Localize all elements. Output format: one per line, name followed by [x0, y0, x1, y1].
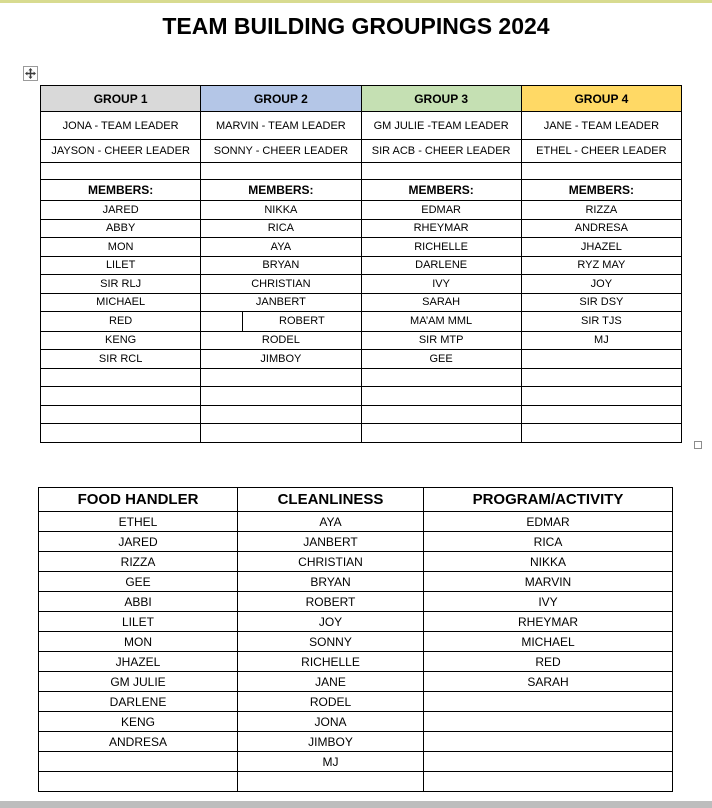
- table-row: [41, 424, 682, 443]
- table-row: [41, 331, 682, 350]
- table-row: [39, 732, 673, 752]
- empty-cell[interactable]: [361, 387, 521, 406]
- assignment-cell[interactable]: JOY: [238, 612, 424, 632]
- members-label-cell[interactable]: MEMBERS:: [521, 180, 681, 201]
- assignment-cell[interactable]: JARED: [39, 532, 238, 552]
- assignment-cell[interactable]: JONA: [238, 712, 424, 732]
- member-cell[interactable]: ROBERT: [279, 315, 325, 328]
- empty-cell[interactable]: [424, 752, 673, 772]
- member-cell[interactable]: JHAZEL: [521, 238, 681, 257]
- empty-cell[interactable]: [521, 350, 681, 369]
- member-cell[interactable]: AYA: [201, 238, 361, 257]
- member-cell[interactable]: GEE: [361, 350, 521, 369]
- assignment-cell[interactable]: RODEL: [238, 692, 424, 712]
- member-cell[interactable]: IVY: [361, 275, 521, 294]
- table-move-handle[interactable]: [23, 66, 38, 81]
- empty-cell[interactable]: [41, 163, 201, 180]
- member-cell[interactable]: RICHELLE: [361, 238, 521, 257]
- assignment-cell[interactable]: CHRISTIAN: [238, 552, 424, 572]
- table-row: [41, 405, 682, 424]
- assignments-table: [38, 487, 673, 792]
- member-cell[interactable]: CHRISTIAN: [201, 275, 361, 294]
- assignment-cell[interactable]: ROBERT: [238, 592, 424, 612]
- member-cell-group: [201, 312, 361, 332]
- table-row: [41, 368, 682, 387]
- members-label-cell[interactable]: MEMBERS:: [41, 180, 201, 201]
- team-leader-cell[interactable]: GM JULIE -TEAM LEADER: [361, 112, 521, 140]
- assignment-header-cell[interactable]: CLEANLINESS: [238, 488, 424, 512]
- empty-cell[interactable]: [41, 368, 201, 387]
- empty-cell[interactable]: [521, 163, 681, 180]
- table-row: [41, 163, 682, 180]
- member-cell[interactable]: SIR TJS: [521, 312, 681, 332]
- member-cell[interactable]: RODEL: [201, 331, 361, 350]
- empty-cell[interactable]: [424, 692, 673, 712]
- cheer-leader-cell[interactable]: JAYSON - CHEER LEADER: [41, 140, 201, 163]
- table-row: [41, 293, 682, 312]
- move-cross-icon: [25, 68, 36, 79]
- member-cell[interactable]: LILET: [41, 256, 201, 275]
- assignment-cell[interactable]: GEE: [39, 572, 238, 592]
- member-cell[interactable]: RICA: [201, 219, 361, 238]
- team-leader-cell[interactable]: JONA - TEAM LEADER: [41, 112, 201, 140]
- table-row: [41, 201, 682, 220]
- assignment-header-cell[interactable]: PROGRAM/ACTIVITY: [424, 488, 673, 512]
- table-resize-handle[interactable]: [694, 441, 702, 449]
- table-row: [39, 772, 673, 792]
- member-cell[interactable]: MON: [41, 238, 201, 257]
- assignment-cell[interactable]: GM JULIE: [39, 672, 238, 692]
- empty-cell[interactable]: [41, 424, 201, 443]
- member-cell[interactable]: MA’AM MML: [361, 312, 521, 332]
- table-row: [41, 140, 682, 163]
- empty-cell[interactable]: [201, 424, 361, 443]
- member-cell[interactable]: ANDRESA: [521, 219, 681, 238]
- assignment-cell[interactable]: MARVIN: [424, 572, 673, 592]
- table-row: [41, 219, 682, 238]
- member-cell[interactable]: KENG: [41, 331, 201, 350]
- assignment-cell[interactable]: NIKKA: [424, 552, 673, 572]
- empty-cell[interactable]: [521, 387, 681, 406]
- member-cell[interactable]: SIR MTP: [361, 331, 521, 350]
- member-cell[interactable]: RED: [41, 312, 201, 332]
- assignment-cell[interactable]: EDMAR: [424, 512, 673, 532]
- empty-cell[interactable]: [41, 405, 201, 424]
- group-header-cell[interactable]: GROUP 1: [41, 86, 201, 112]
- member-cell[interactable]: MJ: [521, 331, 681, 350]
- empty-cell[interactable]: [39, 752, 238, 772]
- empty-cell[interactable]: [361, 368, 521, 387]
- empty-cell[interactable]: [424, 772, 673, 792]
- member-cell[interactable]: RYZ MAY: [521, 256, 681, 275]
- empty-cell[interactable]: [424, 732, 673, 752]
- empty-cell[interactable]: [39, 772, 238, 792]
- assignment-cell[interactable]: MICHAEL: [424, 632, 673, 652]
- table-row: [41, 312, 682, 332]
- member-cell[interactable]: JARED: [41, 201, 201, 220]
- table-row: [41, 112, 682, 140]
- member-cell[interactable]: DARLENE: [361, 256, 521, 275]
- table-row: [41, 86, 682, 112]
- assignment-cell[interactable]: BRYAN: [238, 572, 424, 592]
- assignment-cell[interactable]: ANDRESA: [39, 732, 238, 752]
- empty-cell[interactable]: [361, 424, 521, 443]
- split-empty-subcell[interactable]: [201, 312, 243, 331]
- table-row: [41, 350, 682, 369]
- assignment-cell[interactable]: RIZZA: [39, 552, 238, 572]
- assignment-cell[interactable]: RHEYMAR: [424, 612, 673, 632]
- assignment-cell[interactable]: JANBERT: [238, 532, 424, 552]
- empty-cell[interactable]: [521, 368, 681, 387]
- empty-cell[interactable]: [238, 772, 424, 792]
- table-row: [39, 672, 673, 692]
- empty-cell[interactable]: [201, 163, 361, 180]
- cheer-leader-cell[interactable]: SONNY - CHEER LEADER: [201, 140, 361, 163]
- member-cell[interactable]: SIR RLJ: [41, 275, 201, 294]
- table-row: [41, 275, 682, 294]
- assignment-cell[interactable]: JANE: [238, 672, 424, 692]
- member-cell[interactable]: RIZZA: [521, 201, 681, 220]
- group-header-cell[interactable]: GROUP 4: [521, 86, 681, 112]
- assignment-cell[interactable]: MON: [39, 632, 238, 652]
- table-row: [39, 592, 673, 612]
- assignment-cell[interactable]: RICA: [424, 532, 673, 552]
- page-title[interactable]: TEAM BUILDING GROUPINGS 2024: [162, 13, 550, 39]
- member-cell[interactable]: ABBY: [41, 219, 201, 238]
- table-row: [39, 712, 673, 732]
- empty-cell[interactable]: [424, 712, 673, 732]
- team-leader-cell[interactable]: MARVIN - TEAM LEADER: [201, 112, 361, 140]
- member-cell[interactable]: MICHAEL: [41, 293, 201, 312]
- group-header-cell[interactable]: GROUP 3: [361, 86, 521, 112]
- group-header-cell[interactable]: GROUP 2: [201, 86, 361, 112]
- top-edge-strip: [0, 0, 712, 3]
- member-cell[interactable]: JIMBOY: [201, 350, 361, 369]
- table-row: [39, 512, 673, 532]
- assignment-cell[interactable]: ETHEL: [39, 512, 238, 532]
- empty-cell[interactable]: [521, 424, 681, 443]
- assignment-cell[interactable]: MJ: [238, 752, 424, 772]
- assignment-cell[interactable]: AYA: [238, 512, 424, 532]
- empty-cell[interactable]: [521, 405, 681, 424]
- member-cell[interactable]: JOY: [521, 275, 681, 294]
- table-row: [41, 256, 682, 275]
- member-cell[interactable]: SARAH: [361, 293, 521, 312]
- empty-cell[interactable]: [361, 405, 521, 424]
- assignment-cell[interactable]: SARAH: [424, 672, 673, 692]
- assignment-cell[interactable]: IVY: [424, 592, 673, 612]
- member-cell[interactable]: SIR DSY: [521, 293, 681, 312]
- assignment-cell[interactable]: ABBI: [39, 592, 238, 612]
- bottom-edge-strip: [0, 801, 712, 808]
- member-cell[interactable]: JANBERT: [201, 293, 361, 312]
- empty-cell[interactable]: [41, 387, 201, 406]
- table-row: [39, 488, 673, 512]
- empty-cell[interactable]: [201, 387, 361, 406]
- cheer-leader-cell[interactable]: SIR ACB - CHEER LEADER: [361, 140, 521, 163]
- team-leader-cell[interactable]: JANE - TEAM LEADER: [521, 112, 681, 140]
- assignment-cell[interactable]: RED: [424, 652, 673, 672]
- assignment-cell[interactable]: LILET: [39, 612, 238, 632]
- members-label-cell[interactable]: MEMBERS:: [361, 180, 521, 201]
- assignment-cell[interactable]: SONNY: [238, 632, 424, 652]
- table-row: [39, 572, 673, 592]
- table-row: [39, 612, 673, 632]
- table-row: [39, 532, 673, 552]
- assignment-cell[interactable]: KENG: [39, 712, 238, 732]
- assignment-cell[interactable]: RICHELLE: [238, 652, 424, 672]
- table-row: [39, 552, 673, 572]
- members-label-cell[interactable]: MEMBERS:: [201, 180, 361, 201]
- table-row: [41, 238, 682, 257]
- table-row: [39, 632, 673, 652]
- empty-cell[interactable]: [201, 368, 361, 387]
- table-row: [41, 387, 682, 406]
- member-cell[interactable]: SIR RCL: [41, 350, 201, 369]
- table-row: [39, 692, 673, 712]
- member-cell[interactable]: BRYAN: [201, 256, 361, 275]
- table-row: [39, 652, 673, 672]
- table-row: [39, 752, 673, 772]
- member-cell[interactable]: NIKKA: [201, 201, 361, 220]
- member-cell[interactable]: RHEYMAR: [361, 219, 521, 238]
- empty-cell[interactable]: [361, 163, 521, 180]
- assignment-cell[interactable]: DARLENE: [39, 692, 238, 712]
- empty-cell[interactable]: [201, 405, 361, 424]
- member-cell[interactable]: EDMAR: [361, 201, 521, 220]
- groups-table: [40, 85, 682, 443]
- cheer-leader-cell[interactable]: ETHEL - CHEER LEADER: [521, 140, 681, 163]
- assignment-cell[interactable]: JHAZEL: [39, 652, 238, 672]
- assignment-cell[interactable]: JIMBOY: [238, 732, 424, 752]
- assignment-header-cell[interactable]: FOOD HANDLER: [39, 488, 238, 512]
- table-row: [41, 180, 682, 201]
